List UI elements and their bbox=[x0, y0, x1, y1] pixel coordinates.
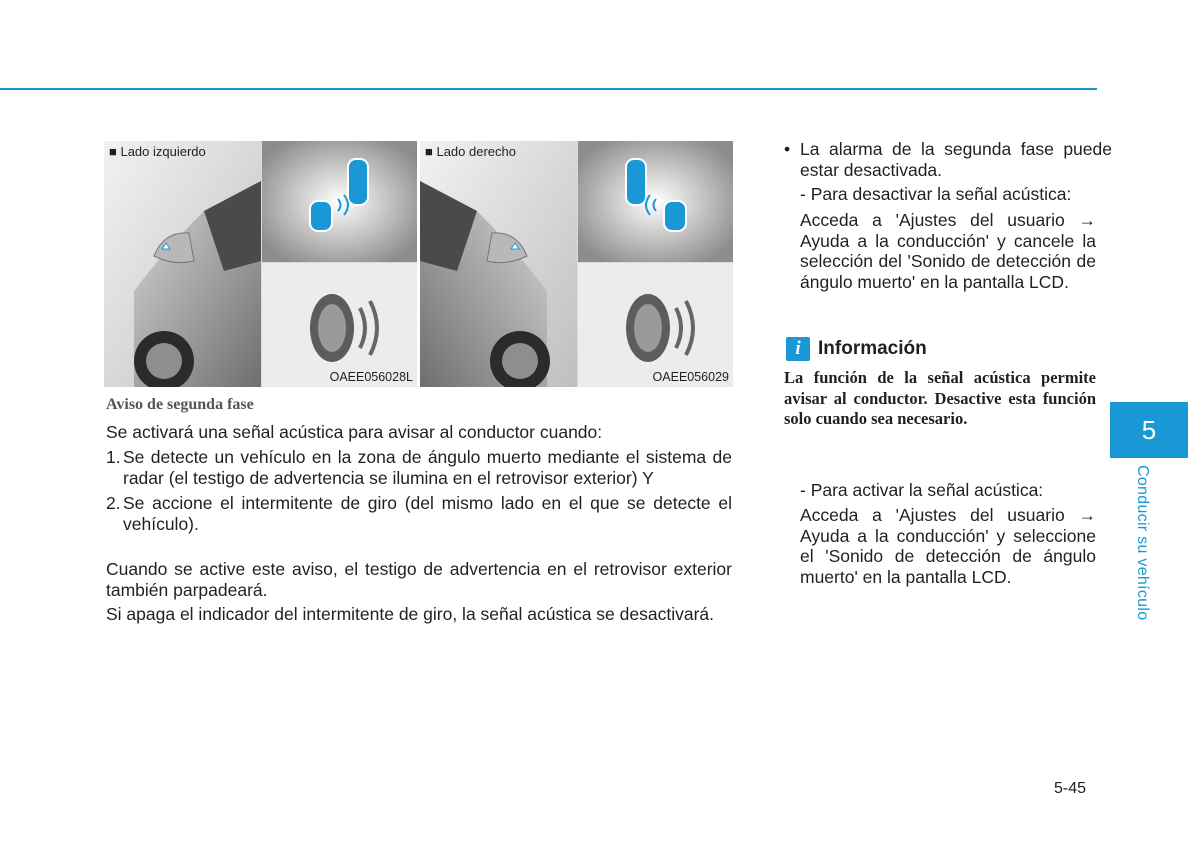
list-item: 2. Se accione el intermitente de giro (del mismo lado en el que se detecte el vehículo). bbox=[106, 493, 732, 534]
figure-caption: Aviso de segunda fase bbox=[106, 396, 254, 413]
figure-right-side bbox=[420, 141, 733, 387]
radar-warning-panel bbox=[578, 141, 733, 262]
figure-label-right: ■ Lado derecho bbox=[425, 144, 516, 159]
page-number: 5-45 bbox=[1054, 780, 1087, 797]
car-side-mirror-illustration bbox=[104, 141, 261, 387]
speaker-icon bbox=[262, 263, 417, 387]
paragraph-turn-signal: Si apaga el indicador del intermitente de giro, la señal acústica se desactivará. bbox=[106, 604, 714, 624]
figure-code-left: OAEE056028L bbox=[329, 370, 413, 384]
intro-paragraph: Se activará una señal acústica para avisar al conductor cuando: bbox=[106, 422, 603, 442]
bullet-alarm-note: • La alarma de la segunda fase puede estar desactivada. bbox=[784, 139, 1112, 180]
figure-label-left: ■ Lado izquierdo bbox=[109, 144, 206, 159]
paragraph-blinking: Cuando se active este aviso, el testigo de advertencia en el retrovisor exterior también parpadeará. bbox=[106, 559, 732, 600]
deactivate-heading: - Para desactivar la señal acústica: bbox=[800, 184, 1072, 204]
activate-instructions: Acceda a 'Ajustes del usuario → Ayuda a la conducción' y seleccione el 'Sonido de detección de ángulo muerto' en la pantalla LCD. bbox=[800, 505, 1096, 587]
deactivate-instructions: Acceda a 'Ajustes del usuario → Ayuda a la conducción' y cancele la selección del 'Sonido de detección de ángulo muerto' en la pantalla LCD. bbox=[800, 210, 1096, 292]
figure-left-side bbox=[104, 141, 417, 387]
radar-warning-panel bbox=[262, 141, 417, 262]
list-item: 1. Se detecte un vehículo en la zona de ángulo muerto mediante el sistema de radar (el testigo de advertencia se ilumina en el retrovisor exterior) Y bbox=[106, 447, 732, 488]
info-header bbox=[786, 337, 927, 361]
figure-code-right: OAEE056029 bbox=[652, 370, 729, 384]
chapter-title: Conducir su vehículo bbox=[1134, 465, 1151, 621]
info-icon: i bbox=[786, 337, 810, 361]
car-side-mirror-illustration bbox=[420, 141, 577, 387]
info-body: La función de la señal acústica permite avisar al conductor. Desactive esta función solo cuando sea necesario. bbox=[784, 368, 1096, 428]
speaker-icon bbox=[578, 263, 733, 387]
chapter-number-tab: 5 bbox=[1110, 402, 1188, 458]
top-rule bbox=[0, 88, 1097, 90]
info-title: Información bbox=[818, 338, 927, 359]
activate-heading: - Para activar la señal acústica: bbox=[800, 480, 1044, 500]
condition-list bbox=[106, 447, 732, 539]
